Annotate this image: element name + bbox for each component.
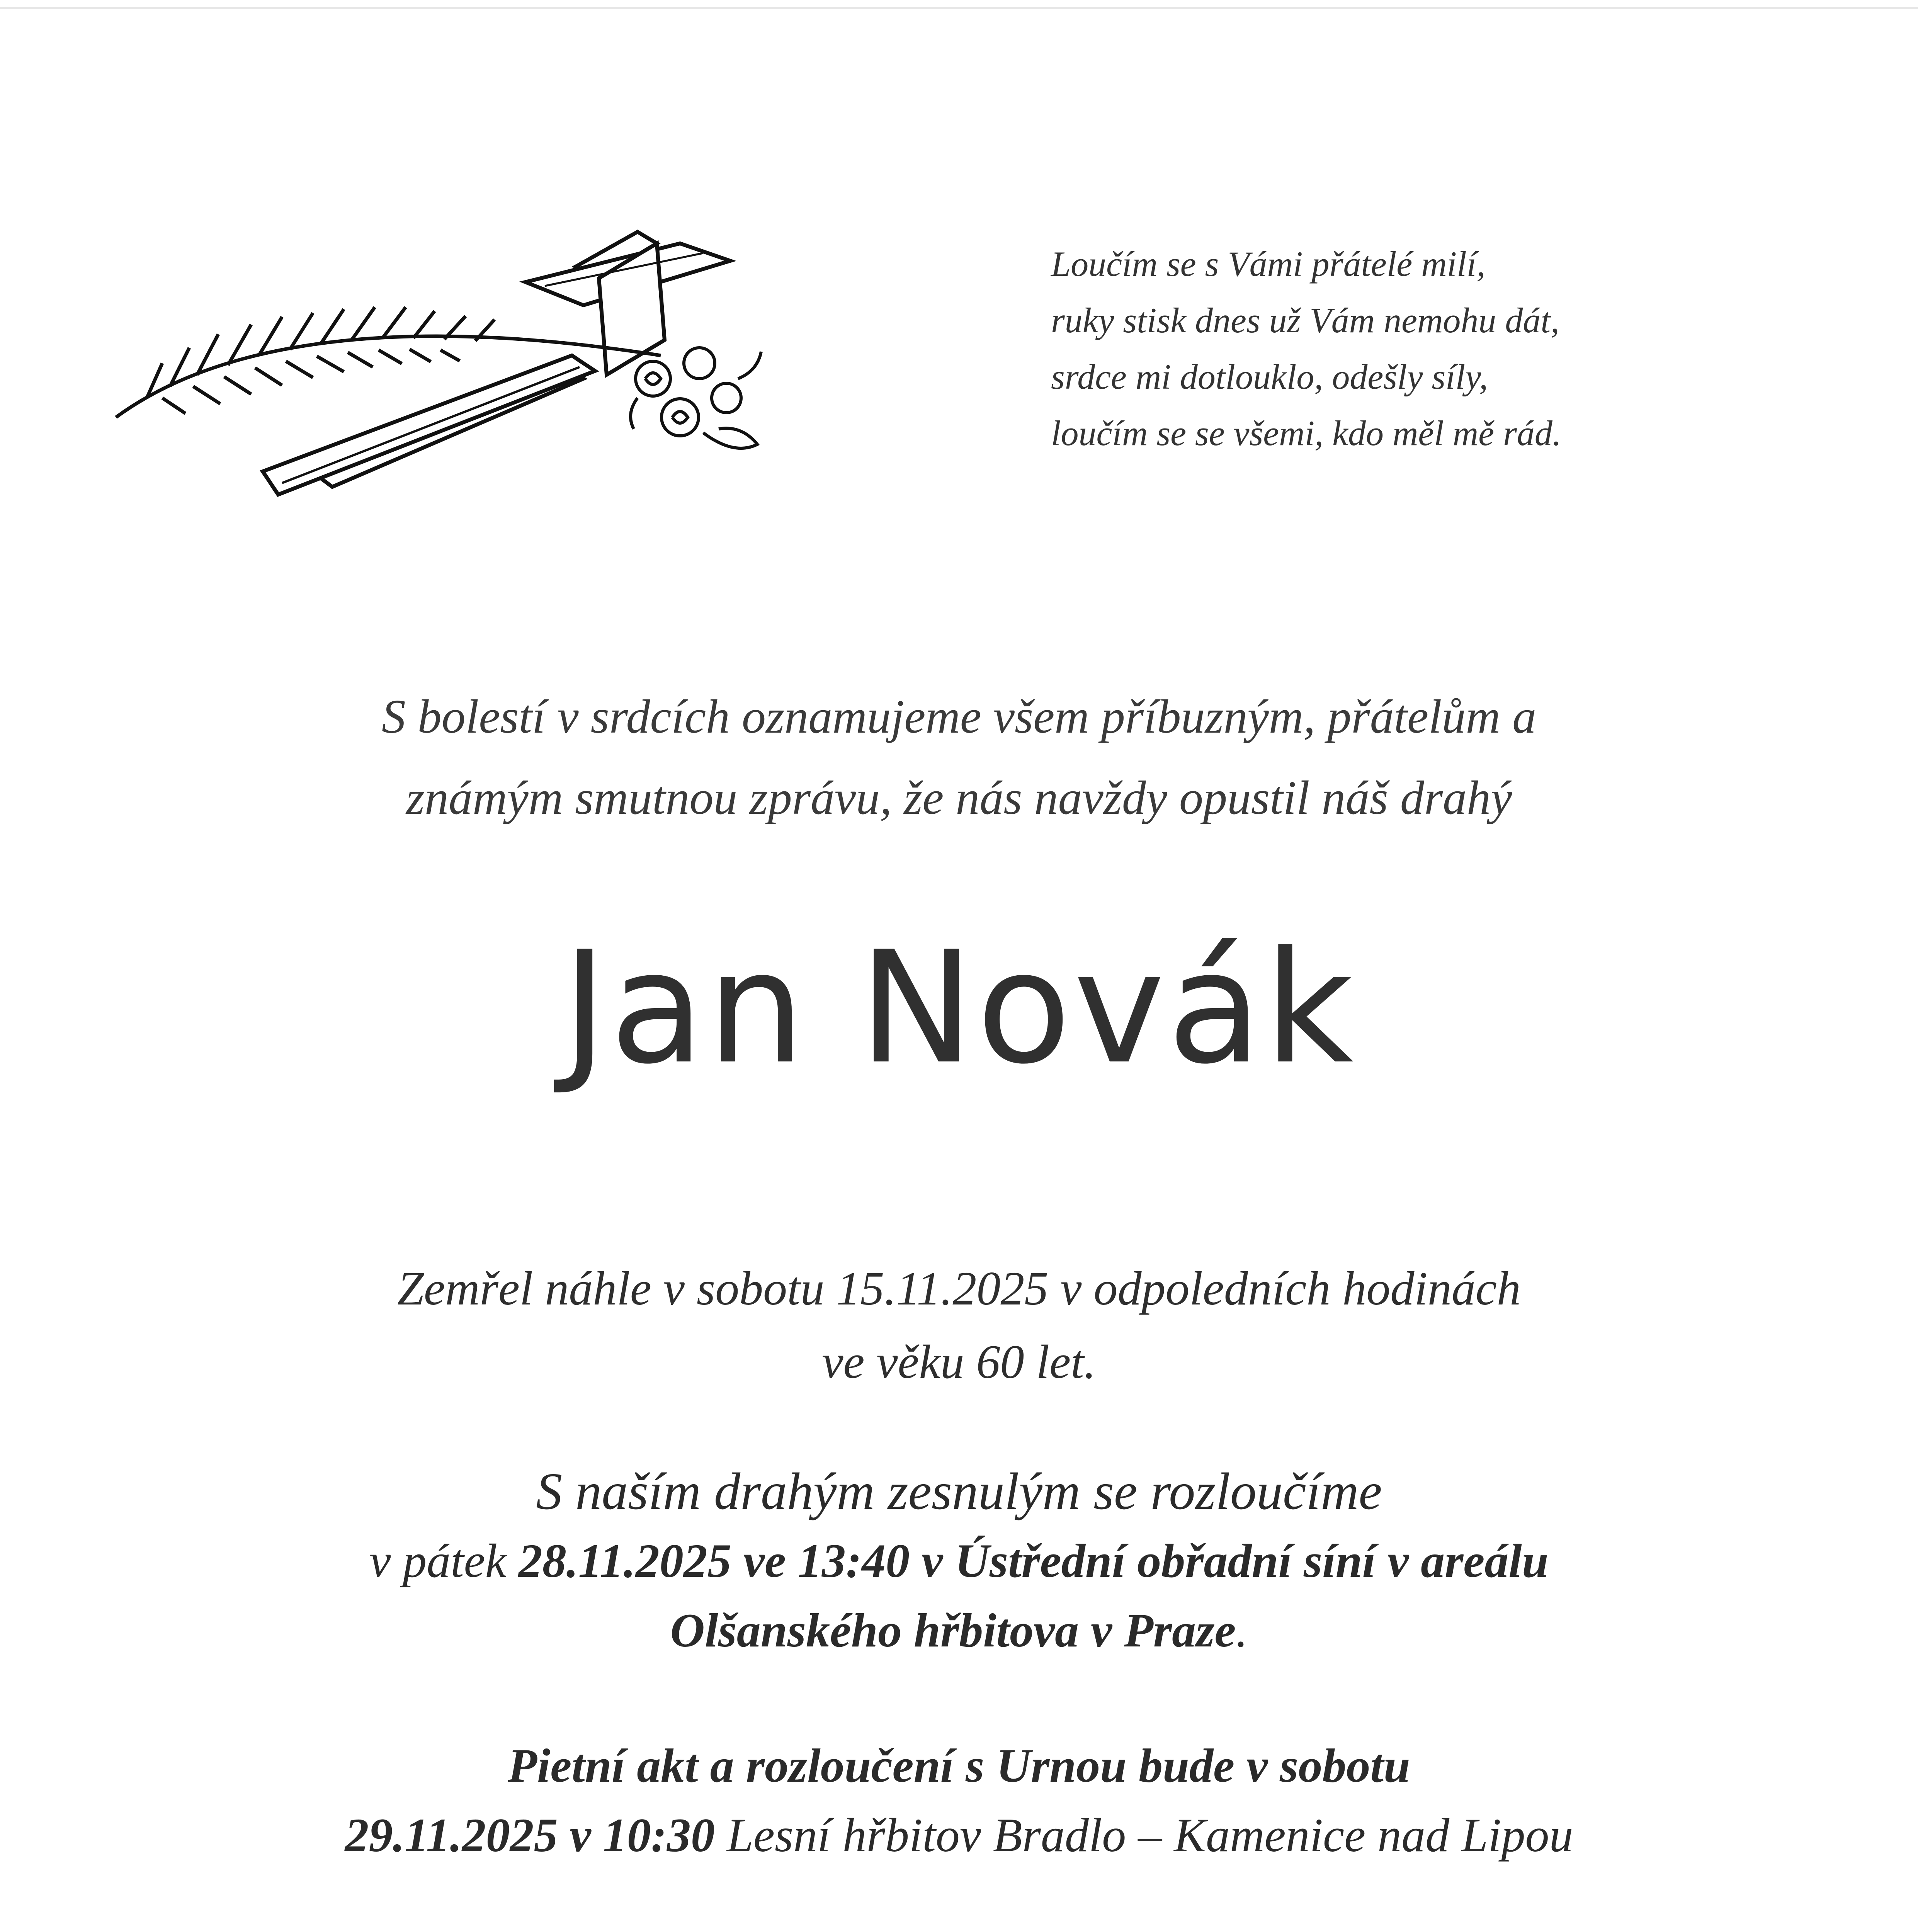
death-line: ve věku 60 let.	[822, 1335, 1096, 1388]
urn-datetime: 29.11.2025 v 10:30	[345, 1809, 715, 1862]
poem-line: Loučím se s Vámi přátelé milí,	[1051, 244, 1486, 284]
poem-line: loučím se se všemi, kdo měl mě rád.	[1051, 413, 1561, 453]
urn-heading: Pietní akt a rozloučení s Urnou bude v sobotu	[508, 1739, 1410, 1792]
farewell-datetime-place: 28.11.2025 ve 13:40 v Ústřední obřadní síní v areálu	[518, 1534, 1549, 1587]
death-line: Zemřel náhle v sobotu 15.11.2025 v odpoledních hodinách	[397, 1262, 1521, 1315]
farewell-suffix: .	[1236, 1604, 1248, 1657]
poem-line: srdce mi dotlouklo, odešly síly,	[1051, 357, 1488, 396]
urn-ceremony	[0, 1731, 1918, 1870]
cross-palm-emblem-icon	[100, 216, 835, 533]
requiem-line	[0, 1928, 1918, 1932]
intro-line: S bolestí v srdcích oznamujeme všem příbuzným, přátelům a	[381, 690, 1537, 743]
farewell-poem	[1051, 236, 1746, 461]
intro-line: známým smutnou zprávu, že nás navždy opustil náš drahý	[406, 771, 1512, 824]
announcement-intro	[0, 676, 1918, 838]
urn-line	[0, 1801, 1918, 1870]
scan-edge-line	[0, 7, 1918, 9]
roses-icon	[631, 348, 761, 448]
farewell-prefix: v pátek	[369, 1534, 519, 1587]
deceased-name: Jan Novák	[562, 918, 1356, 1098]
farewell-line: S naším drahým zesnulým se rozloučíme	[536, 1463, 1382, 1520]
farewell-ceremony	[0, 1457, 1918, 1665]
farewell-line	[0, 1526, 1918, 1596]
farewell-line	[0, 1596, 1918, 1665]
requiem-mass	[0, 1928, 1918, 1932]
urn-place: Lesní hřbitov Bradlo – Kamenice nad Lipou	[714, 1809, 1573, 1862]
poem-line: ruky stisk dnes už Vám nemohu dát,	[1051, 301, 1559, 340]
farewell-cemetery: Olšanského hřbitova v Praze	[670, 1604, 1236, 1657]
death-notice	[0, 1252, 1918, 1399]
urn-line	[0, 1731, 1918, 1801]
